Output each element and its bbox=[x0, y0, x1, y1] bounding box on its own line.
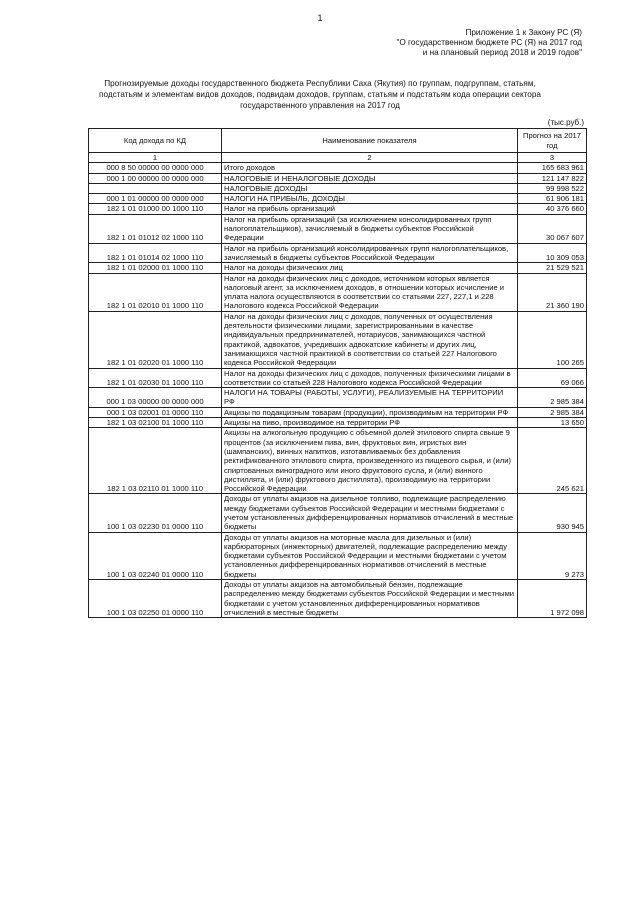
income-code-cell: 182 1 01 02020 01 1000 110 bbox=[89, 311, 222, 368]
forecast-amount-cell: 2 985 384 bbox=[518, 388, 587, 408]
table-row bbox=[89, 273, 587, 311]
forecast-amount-cell: 245 621 bbox=[518, 428, 587, 494]
header-name: Наименование показателя bbox=[222, 129, 518, 153]
indicator-name-cell: Налог на доходы физических лиц bbox=[222, 263, 518, 273]
table-row bbox=[89, 368, 587, 388]
document-heading bbox=[70, 78, 570, 111]
revenue-table bbox=[88, 128, 587, 618]
index-cell: 3 bbox=[518, 153, 587, 163]
indicator-name-cell: НАЛОГИ НА ТОВАРЫ (РАБОТЫ, УСЛУГИ), РЕАЛИЗУЕМЫЕ НА ТЕРРИТОРИИ РФ bbox=[222, 388, 518, 408]
forecast-amount-cell: 165 683 961 bbox=[518, 163, 587, 173]
income-code-cell: 182 1 03 02110 01 1000 110 bbox=[89, 428, 222, 494]
income-code-cell: 182 1 01 02030 01 1000 110 bbox=[89, 368, 222, 388]
heading-line: Прогнозируемые доходы государственного бюджета Республики Саха (Якутия) по группам, подгруппам, статьям, bbox=[104, 79, 536, 88]
forecast-amount-cell: 930 945 bbox=[518, 494, 587, 532]
income-code-cell: 182 1 01 01000 00 1000 110 bbox=[89, 204, 222, 214]
header-forecast: Прогноз на 2017 год bbox=[518, 129, 587, 153]
forecast-amount-cell: 69 066 bbox=[518, 368, 587, 388]
indicator-name-cell: Акцизы на пиво, производимое на территории РФ bbox=[222, 418, 518, 428]
income-code-cell: 000 1 03 00000 00 0000 000 bbox=[89, 388, 222, 408]
income-code-cell: 100 1 03 02240 01 0000 110 bbox=[89, 532, 222, 579]
index-cell: 1 bbox=[89, 153, 222, 163]
income-code-cell: 182 1 01 01014 02 1000 110 bbox=[89, 243, 222, 263]
table-row bbox=[89, 494, 587, 532]
indicator-name-cell: Налог на доходы физических лиц с доходов, полученных физическими лицами в соответствии со статьей 228 Налогового кодекса Российской Федерации bbox=[222, 368, 518, 388]
income-code-cell bbox=[89, 183, 222, 193]
forecast-amount-cell: 40 376 660 bbox=[518, 204, 587, 214]
table-row bbox=[89, 204, 587, 214]
table-row bbox=[89, 214, 587, 243]
appendix-line: "О государственном бюджете РС (Я) на 2017 год bbox=[396, 38, 582, 47]
table-row bbox=[89, 243, 587, 263]
table-row bbox=[89, 263, 587, 273]
table-row bbox=[89, 311, 587, 368]
forecast-amount-cell: 121 147 822 bbox=[518, 173, 587, 183]
indicator-name-cell: Налог на прибыль организаций (за исключением консолидированных групп налогоплательщиков), зачисляемый в бюджеты субъектов Российской Федерации bbox=[222, 214, 518, 243]
income-code-cell: 000 1 03 02001 01 0000 110 bbox=[89, 407, 222, 417]
income-code-cell: 000 1 01 00000 00 0000 000 bbox=[89, 194, 222, 204]
table-row bbox=[89, 532, 587, 579]
forecast-amount-cell: 10 309 053 bbox=[518, 243, 587, 263]
income-code-cell: 100 1 03 02230 01 0000 110 bbox=[89, 494, 222, 532]
table-row bbox=[89, 194, 587, 204]
indicator-name-cell: Доходы от уплаты акцизов на автомобильный бензин, подлежащие распределению между бюджетами субъектов Российской Федерации и местными бюджетами с учетом установленных дифференцированных нормативов отчислений в местные бюджеты bbox=[222, 580, 518, 618]
page-number: 1 bbox=[317, 13, 323, 23]
heading-line: подстатьям и элементам видов доходов, подвидам доходов, группам, статьям и подстатьям кода операции сектора bbox=[99, 90, 541, 99]
income-code-cell: 100 1 03 02250 01 0000 110 bbox=[89, 580, 222, 618]
indicator-name-cell: Налог на прибыль организаций bbox=[222, 204, 518, 214]
forecast-amount-cell: 21 360 190 bbox=[518, 273, 587, 311]
forecast-amount-cell: 2 985 384 bbox=[518, 407, 587, 417]
income-code-cell: 000 1 00 00000 00 0000 000 bbox=[89, 173, 222, 183]
forecast-amount-cell: 13 650 bbox=[518, 418, 587, 428]
forecast-amount-cell: 99 998 522 bbox=[518, 183, 587, 193]
indicator-name-cell: НАЛОГОВЫЕ И НЕНАЛОГОВЫЕ ДОХОДЫ bbox=[222, 173, 518, 183]
indicator-name-cell: Налог на доходы физических лиц с доходов, полученных от осуществления деятельности физическими лицами, зарегистрированными в качестве индивидуальных предпринимателей, нотариусов, занимающихся частной практикой, адвокатов, учредивших адвокатские кабинеты и других лиц, занимающихся частной практикой в соответствии со статьей 227 Налогового кодекса Российской Федерации bbox=[222, 311, 518, 368]
income-code-cell: 000 8 50 00000 00 0000 000 bbox=[89, 163, 222, 173]
indicator-name-cell: Налог на прибыль организаций консолидированных групп налогоплательщиков, зачисляемый в бюджеты субъектов Российской Федерации bbox=[222, 243, 518, 263]
income-code-cell: 182 1 01 02010 01 1000 110 bbox=[89, 273, 222, 311]
index-cell: 2 bbox=[222, 153, 518, 163]
table-row bbox=[89, 183, 587, 193]
forecast-amount-cell: 30 067 607 bbox=[518, 214, 587, 243]
indicator-name-cell: Акцизы на алкогольную продукцию с объемной долей этилового спирта свыше 9 процентов (за исключением пива, вин, фруктовых вин, игристых вин (шампанских), винных напитков, изготавливаемых без добавления ректификованного этилового спирта, произведенного из пищевого сырья, и (или) спиртованных виноградного или иного фруктового сусла, и (или) винного дистиллята, и (или) фруктового дистиллята), производимую на территории Российской Федерации bbox=[222, 428, 518, 494]
table-body bbox=[89, 163, 587, 618]
forecast-amount-cell: 1 972 098 bbox=[518, 580, 587, 618]
income-code-cell: 182 1 01 01012 02 1000 110 bbox=[89, 214, 222, 243]
income-code-cell: 182 1 01 02000 01 1000 110 bbox=[89, 263, 222, 273]
indicator-name-cell: Акцизы по подакцизным товарам (продукции), производимым на территории РФ bbox=[222, 407, 518, 417]
forecast-amount-cell: 21 529 521 bbox=[518, 263, 587, 273]
table-row bbox=[89, 428, 587, 494]
appendix-line: Приложение 1 к Закону РС (Я) bbox=[465, 28, 582, 37]
forecast-amount-cell: 100 265 bbox=[518, 311, 587, 368]
appendix-reference bbox=[396, 28, 582, 58]
header-code: Код дохода по КД bbox=[89, 129, 222, 153]
income-code-cell: 182 1 03 02100 01 1000 110 bbox=[89, 418, 222, 428]
units-label: (тыс.руб.) bbox=[547, 118, 584, 127]
forecast-amount-cell: 9 273 bbox=[518, 532, 587, 579]
appendix-line: и на плановый период 2018 и 2019 годов" bbox=[422, 48, 582, 57]
table-row bbox=[89, 407, 587, 417]
heading-line: государственного управления на 2017 год bbox=[240, 101, 400, 110]
indicator-name-cell: НАЛОГОВЫЕ ДОХОДЫ bbox=[222, 183, 518, 193]
indicator-name-cell: Итого доходов bbox=[222, 163, 518, 173]
indicator-name-cell: Доходы от уплаты акцизов на моторные масла для дизельных и (или) карбюраторных (инжекторных) двигателей, подлежащие распределению между бюджетами субъектов Российской Федерации и местными бюджетами с учетом установленных дифференцированных нормативов отчислений в местные бюджеты bbox=[222, 532, 518, 579]
indicator-name-cell: НАЛОГИ НА ПРИБЫЛЬ, ДОХОДЫ bbox=[222, 194, 518, 204]
table-row bbox=[89, 388, 587, 408]
forecast-amount-cell: 61 906 181 bbox=[518, 194, 587, 204]
table-row bbox=[89, 173, 587, 183]
table-row bbox=[89, 580, 587, 618]
table-row bbox=[89, 418, 587, 428]
table-row bbox=[89, 163, 587, 173]
indicator-name-cell: Доходы от уплаты акцизов на дизельное топливо, подлежащие распределению между бюджетами субъектов Российской Федерации и местными бюджетами с учетом установленных дифференцированных нормативов отчислений в местные бюджеты bbox=[222, 494, 518, 532]
indicator-name-cell: Налог на доходы физических лиц с доходов, источником которых является налоговый агент, за исключением доходов, в отношении которых исчисление и уплата налога осуществляются в соответствии со статьями 227, 227,1 и 228 Налогового кодекса Российской Федерации bbox=[222, 273, 518, 311]
